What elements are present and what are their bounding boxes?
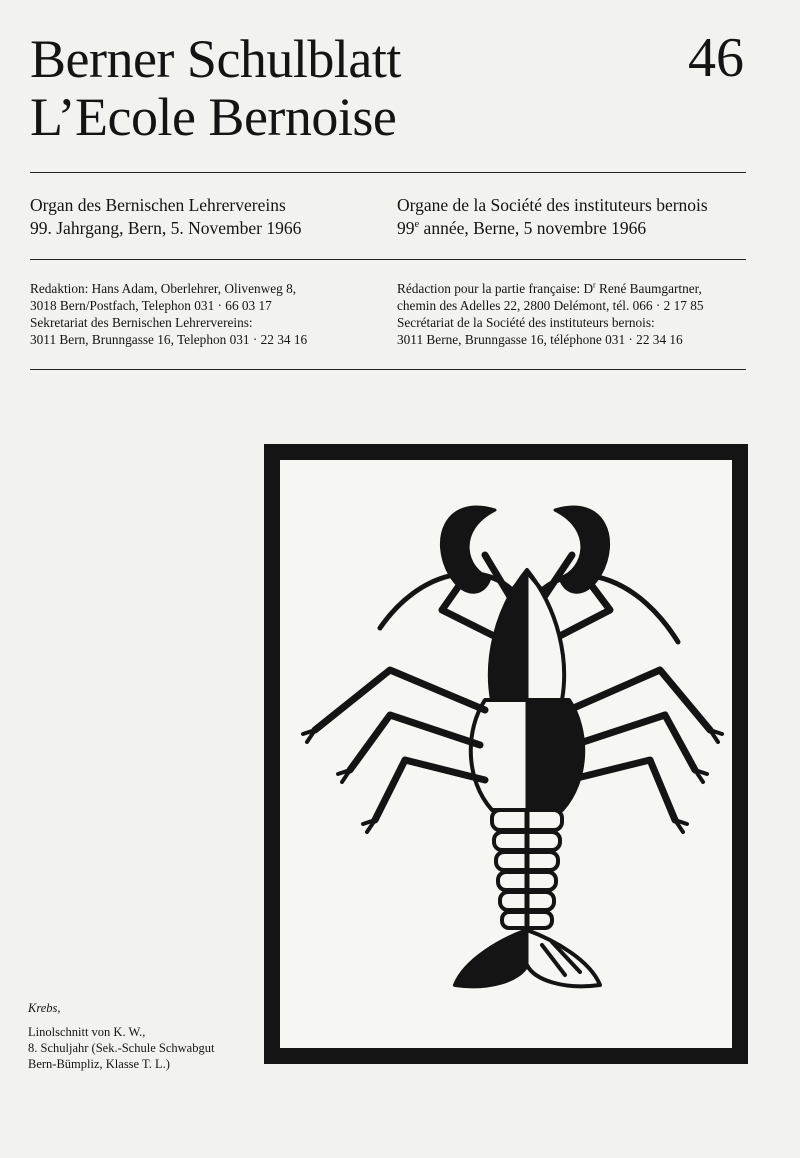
editorial-german — [30, 280, 382, 348]
organ-french-line: Organe de la Société des instituteurs bernois — [397, 195, 708, 215]
organ-french-line — [397, 217, 749, 240]
title-german: Berner Schulblatt — [30, 29, 401, 89]
artwork-caption — [28, 1000, 258, 1072]
editorial-french-line: Secrétariat de la Société des instituteurs bernois: — [397, 315, 655, 330]
masthead-title — [30, 30, 401, 146]
crayfish-illustration — [280, 460, 732, 1048]
linocut-frame — [264, 444, 748, 1064]
editorial-french-text: René Baumgartner, — [595, 281, 702, 296]
editorial-french — [397, 280, 749, 348]
organ-german — [30, 194, 382, 240]
editorial-french-line — [397, 280, 749, 297]
divider-bottom — [30, 369, 746, 370]
doctor-superscript: r — [593, 280, 596, 290]
editorial-german-line: 3011 Bern, Brunngasse 16, Telephon 031 · 22 34 16 — [30, 332, 308, 347]
editorial-german-line: Sekretariat des Bernischen Lehrervereins: — [30, 315, 253, 330]
caption-line: 8. Schuljahr (Sek.-Schule Schwabgut — [28, 1041, 215, 1055]
organ-german-line: Organ des Bernischen Lehrervereins — [30, 195, 286, 215]
editorial-french-line: 3011 Berne, Brunngasse 16, téléphone 031 · 22 34 16 — [397, 332, 683, 347]
divider-top — [30, 172, 746, 173]
volume-superscript: e — [414, 219, 420, 231]
caption-line: Bern-Bümpliz, Klasse T. L.) — [28, 1057, 170, 1071]
caption-title: Krebs, — [28, 1001, 61, 1015]
editorial-french-text: Rédaction pour la partie française: D — [397, 281, 594, 296]
caption-line: Linolschnitt von K. W., — [28, 1025, 146, 1039]
title-french: L’Ecole Bernoise — [30, 87, 397, 147]
organ-french — [397, 194, 749, 240]
linocut-image — [280, 460, 732, 1048]
editorial-german-line: 3018 Bern/Postfach, Telephon 031 · 66 03 17 — [30, 298, 272, 313]
editorial-french-line: chemin des Adelles 22, 2800 Delémont, tél. 066 · 2 17 85 — [397, 298, 704, 313]
organ-german-line: 99. Jahrgang, Bern, 5. November 1966 — [30, 218, 302, 238]
editorial-german-line: Redaktion: Hans Adam, Oberlehrer, Olivenweg 8, — [30, 281, 297, 296]
divider-middle — [30, 259, 746, 260]
issue-number: 46 — [688, 27, 744, 89]
organ-french-date: année, Berne, 5 novembre 1966 — [419, 218, 647, 238]
volume-number: 99 — [397, 218, 415, 238]
